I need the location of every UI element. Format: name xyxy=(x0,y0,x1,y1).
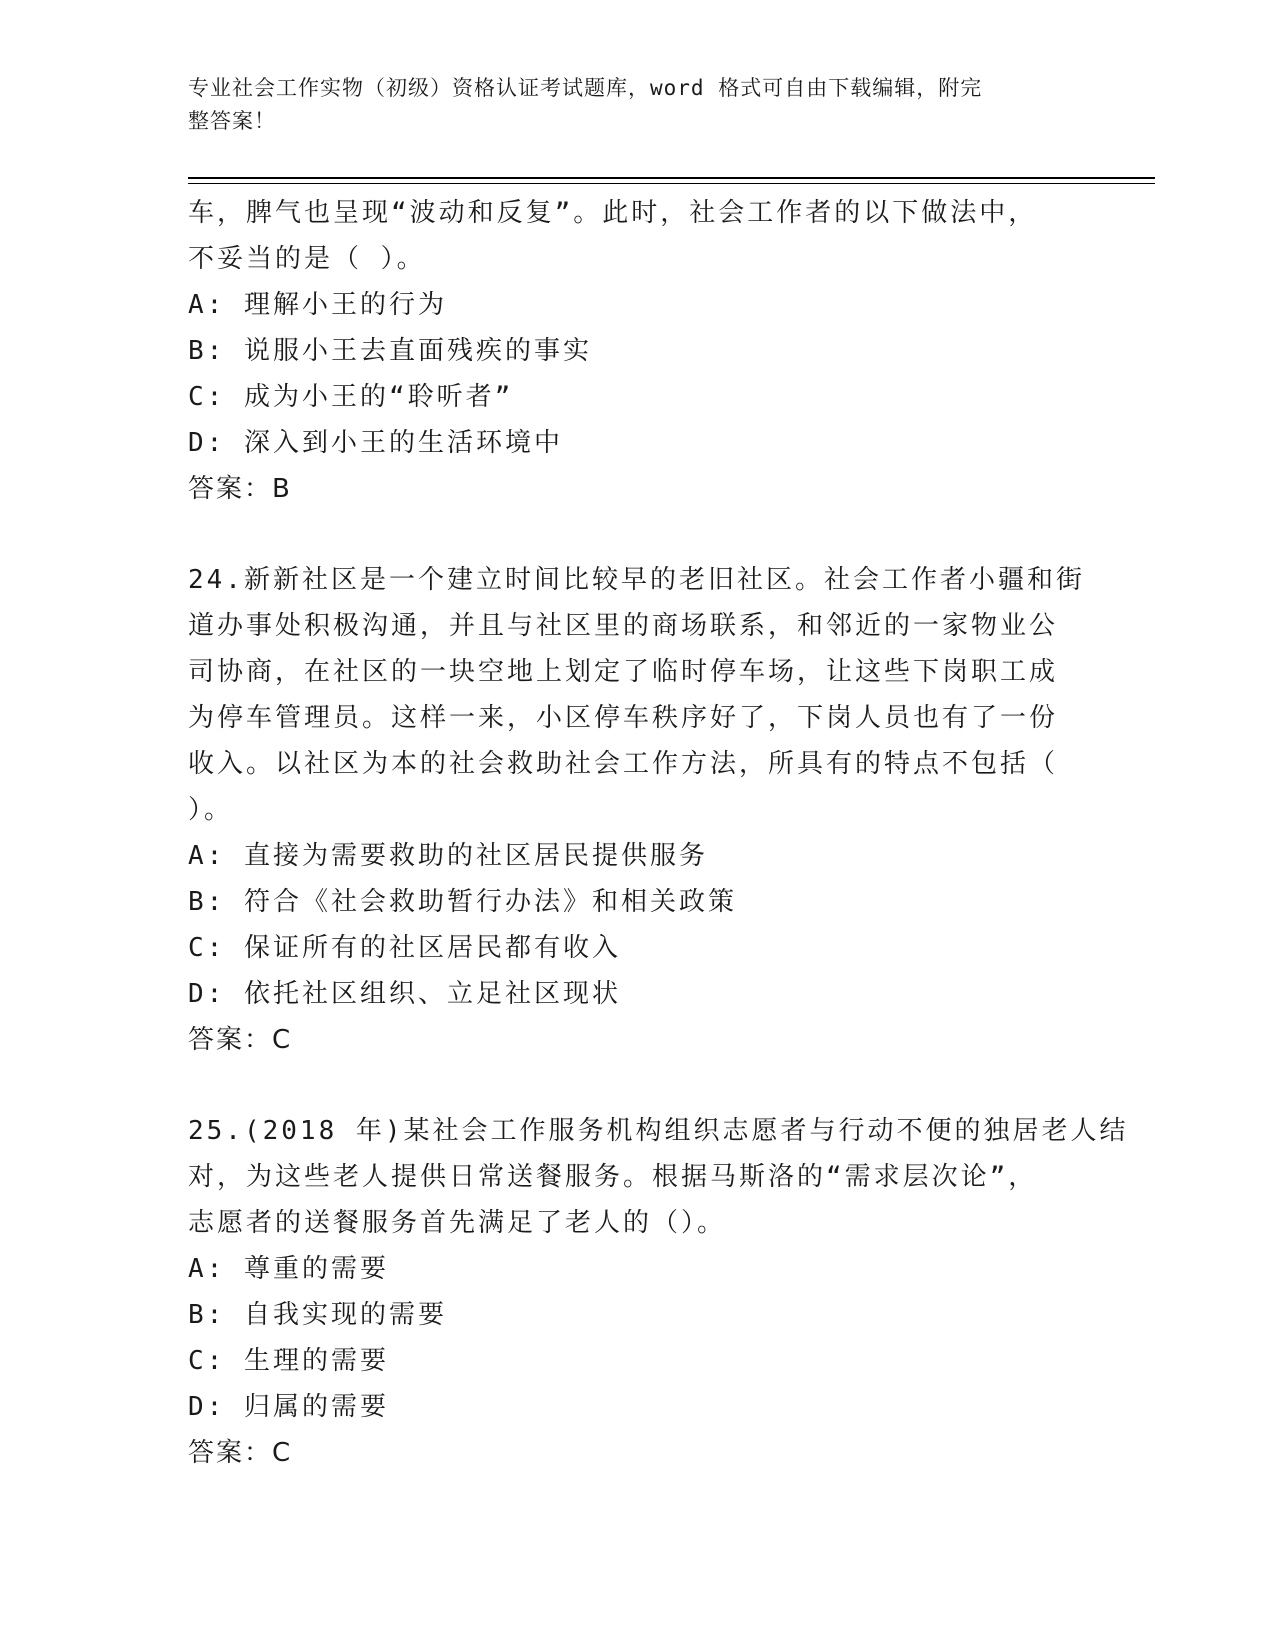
question-stem-line: 司协商，在社区的一块空地上划定了临时停车场，让这些下岗职工成 xyxy=(188,657,1059,687)
question-25 xyxy=(188,1108,1129,1476)
question-stem-line: 收入。以社区为本的社会救助社会工作方法，所具有的特点不包括（ xyxy=(188,749,1059,779)
question-stem-line: 25.(2018 年)某社会工作服务机构组织志愿者与行动不便的独居老人结 xyxy=(188,1116,1129,1146)
question-stem-line: 道办事处积极沟通，并且与社区里的商场联系，和邻近的一家物业公 xyxy=(188,611,1059,641)
option-a: A: 尊重的需要 xyxy=(188,1254,389,1284)
option-d: D: 深入到小王的生活环境中 xyxy=(188,428,563,458)
option-a: A: 直接为需要救助的社区居民提供服务 xyxy=(188,841,708,871)
question-stem-line: 24.新新社区是一个建立时间比较早的老旧社区。社会工作者小疆和街 xyxy=(188,565,1085,595)
answer: 答案：B xyxy=(188,474,292,504)
question-stem-line: 不妥当的是（ ）。 xyxy=(188,244,426,274)
option-c: C: 成为小王的“聆听者” xyxy=(188,382,514,412)
header-divider-thick xyxy=(188,177,1155,179)
question-stem-line: ）。 xyxy=(188,795,234,825)
option-b: B: 自我实现的需要 xyxy=(188,1300,447,1330)
header-line-1: 专业社会工作实物（初级）资格认证考试题库，word 格式可自由下载编辑，附完 xyxy=(188,76,983,100)
question-stem-line: 为停车管理员。这样一来，小区停车秩序好了，下岗人员也有了一份 xyxy=(188,703,1059,733)
answer: 答案：C xyxy=(188,1025,293,1055)
question-stem-line: 车，脾气也呈现“波动和反复”。此时，社会工作者的以下做法中， xyxy=(188,198,1038,228)
option-d: D: 依托社区组织、立足社区现状 xyxy=(188,979,621,1009)
option-d: D: 归属的需要 xyxy=(188,1392,389,1422)
option-a: A: 理解小王的行为 xyxy=(188,290,447,320)
option-c: C: 生理的需要 xyxy=(188,1346,389,1376)
question-stem-line: 对，为这些老人提供日常送餐服务。根据马斯洛的“需求层次论”， xyxy=(188,1162,1038,1192)
question-stem-line: 志愿者的送餐服务首先满足了老人的（）。 xyxy=(188,1208,727,1238)
answer: 答案：C xyxy=(188,1438,293,1468)
document-header xyxy=(188,72,1068,138)
question-24 xyxy=(188,557,1088,1063)
option-b: B: 符合《社会救助暂行办法》和相关政策 xyxy=(188,887,737,917)
header-line-2: 整答案！ xyxy=(188,109,276,133)
question-list xyxy=(188,190,1129,1476)
question-23 xyxy=(188,190,1088,512)
option-c: C: 保证所有的社区居民都有收入 xyxy=(188,933,621,963)
header-divider-thin xyxy=(188,183,1155,184)
option-b: B: 说服小王去直面残疾的事实 xyxy=(188,336,592,366)
